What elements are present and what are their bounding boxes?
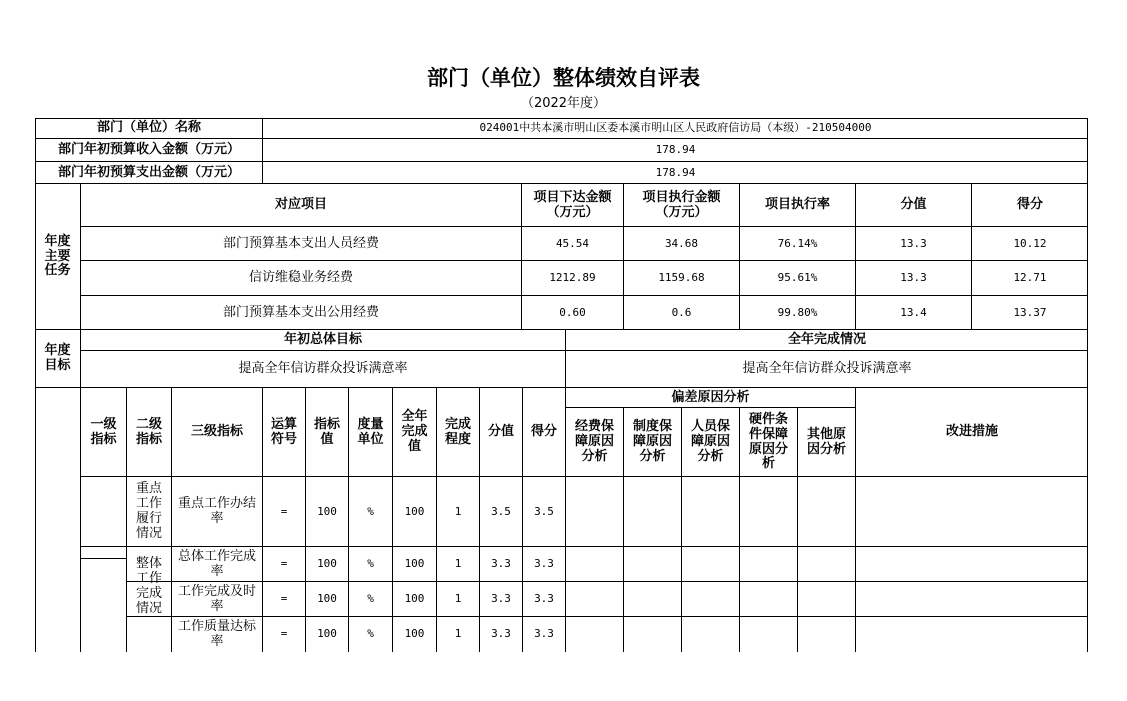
goals-completion-value: 提高全年信访群众投诉满意率 [742, 361, 912, 377]
ind-row-op: = [280, 592, 288, 606]
ind-row-unit: % [367, 557, 374, 571]
task-row-name: 部门预算基本支出公用经费 [222, 304, 379, 320]
improve-label: 改进措施 [945, 424, 998, 440]
ind-row-unit: % [367, 627, 374, 641]
ind-row-op: = [280, 504, 288, 518]
task-row-rate: 95.61% [777, 271, 818, 285]
ind-row-value: 3.5 [491, 504, 511, 518]
ind-row-degree: 1 [454, 504, 462, 518]
task-row-score: 10.12 [1013, 236, 1047, 250]
ind-row-value: 3.3 [491, 557, 511, 571]
ind-col-level1: 一级指标 [90, 416, 117, 447]
task-row-score: 12.71 [1013, 271, 1047, 285]
ind-row-op: = [280, 557, 288, 571]
expense-label: 部门年初预算支出金额（万元） [57, 164, 240, 180]
ind-row-unit: % [367, 504, 374, 518]
dept-name-value: 024001中共本溪市明山区委本溪市明山区人民政府信访局（本级）-210504000 [479, 121, 872, 135]
level2-overall-work: 整体工作完成情况 [135, 556, 162, 616]
ind-row-name: 总体工作完成率 [177, 548, 256, 579]
ind-col-target: 指标值 [313, 416, 340, 447]
tasks-col-project: 对应项目 [274, 197, 327, 213]
task-row-allocated: 1212.89 [549, 271, 596, 285]
ind-row-target: 100 [317, 504, 337, 518]
task-row-name: 部门预算基本支出人员经费 [222, 235, 379, 251]
ind-row-target: 100 [317, 627, 337, 641]
ind-row-degree: 1 [454, 557, 462, 571]
ind-row-score: 3.5 [534, 504, 554, 518]
ind-row-actual: 100 [404, 557, 425, 571]
deviation-col-other: 其他原因分析 [806, 426, 846, 457]
task-row-score-value: 13.3 [900, 236, 927, 250]
ind-row-name: 重点工作办结率 [177, 496, 256, 526]
deviation-col-funding: 经费保障原因分析 [574, 419, 614, 464]
ind-row-actual: 100 [404, 592, 425, 606]
page-subtitle: （2022年度） [520, 96, 607, 111]
ind-col-degree: 完成程度 [444, 416, 471, 447]
ind-row-value: 3.3 [491, 592, 511, 606]
ind-row-value: 3.3 [491, 627, 511, 641]
deviation-label: 偏差原因分析 [671, 389, 750, 405]
ind-row-target: 100 [317, 592, 337, 606]
task-row-score-value: 13.4 [900, 305, 927, 319]
task-row-rate: 76.14% [777, 236, 818, 250]
ind-row-actual: 100 [404, 627, 425, 641]
tasks-col-allocated: 项目下达金额（万元） [533, 189, 612, 220]
dept-name-label: 部门（单位）名称 [96, 120, 201, 136]
income-label: 部门年初预算收入金额（万元） [57, 142, 240, 158]
ind-row-op: = [280, 627, 288, 641]
task-row-executed: 0.6 [671, 305, 692, 319]
goals-initial-value: 提高全年信访群众投诉满意率 [238, 361, 408, 377]
ind-row-degree: 1 [454, 592, 462, 606]
ind-row-name: 工作完成及时率 [177, 583, 256, 614]
ind-row-degree: 1 [454, 627, 462, 641]
task-row-allocated: 0.60 [559, 305, 586, 319]
ind-row-name: 工作质量达标率 [177, 618, 256, 649]
task-row-score: 13.37 [1013, 305, 1047, 319]
task-row-allocated: 45.54 [555, 236, 590, 250]
goals-initial-label: 年初总体目标 [283, 332, 362, 348]
ind-col-score: 得分 [530, 424, 557, 440]
page-title: 部门（单位）整体绩效自评表 [427, 65, 700, 90]
goals-completion-label: 全年完成情况 [787, 332, 866, 348]
deviation-col-system: 制度保障原因分析 [632, 419, 672, 464]
level2-key-work: 重点工作履行情况 [135, 481, 162, 541]
expense-value: 178.94 [655, 165, 696, 179]
tasks-col-executed: 项目执行金额（万元） [642, 189, 721, 220]
ind-col-unit: 度量单位 [357, 416, 384, 447]
tasks-col-rate: 项目执行率 [764, 197, 830, 213]
task-row-executed: 1159.68 [658, 271, 705, 285]
ind-col-operator: 运算符号 [270, 416, 297, 447]
ind-row-unit: % [367, 592, 374, 606]
income-value: 178.94 [655, 143, 696, 157]
goals-section-label: 年度目标 [44, 343, 71, 373]
tasks-col-score: 得分 [1016, 197, 1043, 213]
evaluation-table [35, 118, 1088, 652]
task-row-name: 信访维稳业务经费 [248, 270, 353, 286]
deviation-col-staff: 人员保障原因分析 [690, 419, 730, 464]
ind-col-level3: 三级指标 [190, 424, 243, 440]
task-row-executed: 34.68 [664, 236, 699, 250]
ind-row-actual: 100 [404, 504, 425, 518]
ind-row-score: 3.3 [534, 592, 554, 606]
ind-row-score: 3.3 [534, 627, 554, 641]
ind-row-target: 100 [317, 557, 337, 571]
tasks-section-label: 年度主要任务 [44, 233, 71, 279]
deviation-col-hardware: 硬件条件保障原因分析 [748, 411, 788, 472]
task-row-score-value: 13.3 [900, 271, 927, 285]
ind-col-value: 分值 [487, 424, 514, 440]
tasks-col-score-value: 分值 [900, 197, 927, 213]
ind-col-actual: 全年完成值 [401, 409, 428, 454]
ind-row-score: 3.3 [534, 557, 554, 571]
task-row-rate: 99.80% [777, 305, 818, 319]
ind-col-level2: 二级指标 [135, 416, 162, 447]
